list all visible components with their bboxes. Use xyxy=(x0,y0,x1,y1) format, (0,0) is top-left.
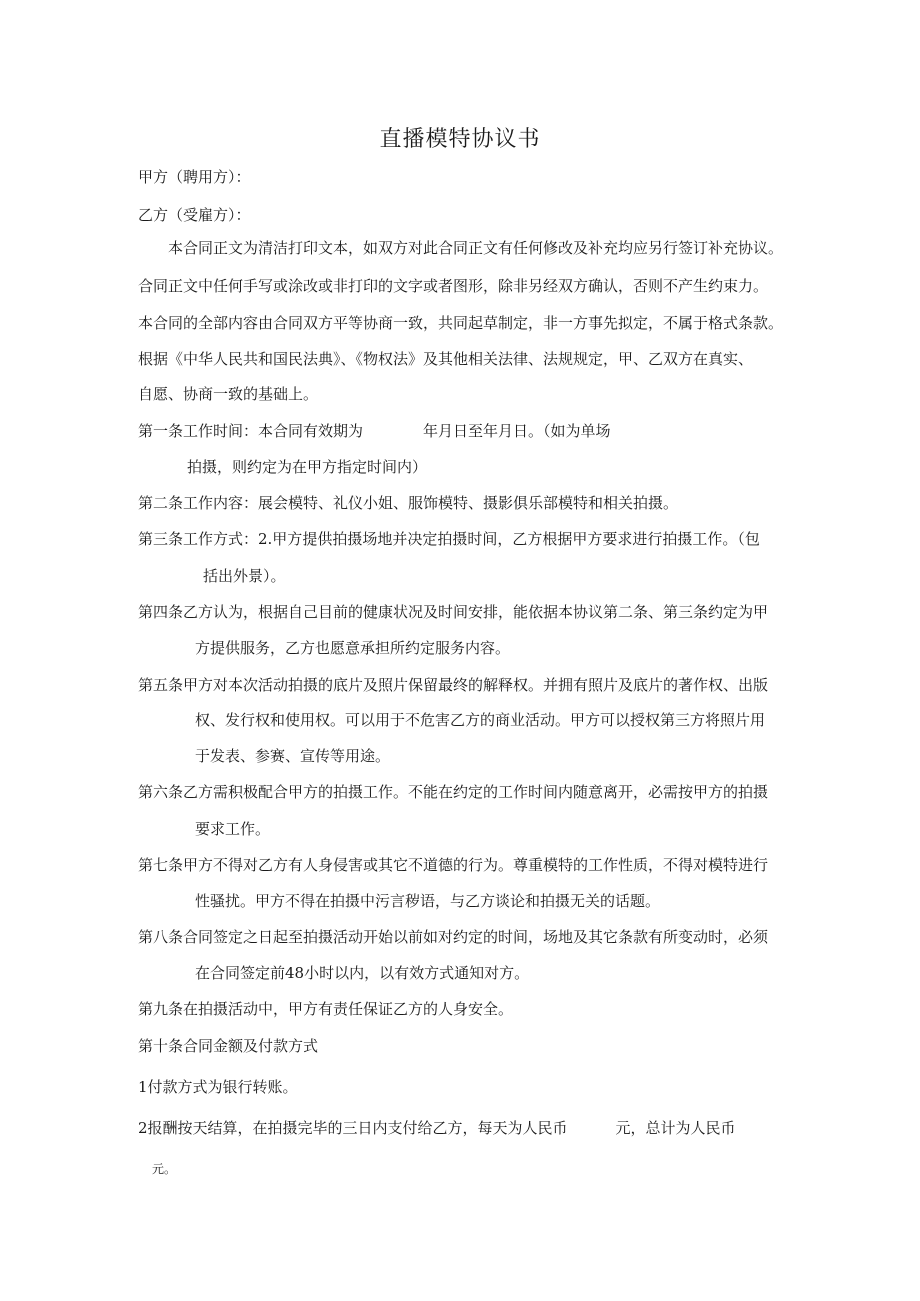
article-1-start: 第一条工作时间：本合同有效期为 xyxy=(138,422,364,440)
party-a-label: 甲方（聘用方）： xyxy=(138,168,251,186)
preamble-line: 根据《中华人民共和国民法典》、《物权法》及其他相关法律、法规规定，甲、乙双方在真实、 xyxy=(138,350,754,368)
party-b-label: 乙方（受雇方）： xyxy=(138,206,251,224)
preamble-line: 合同正文中任何手写或涂改或非打印的文字或者图形，除非另经双方确认，否则不产生约束力。 xyxy=(138,277,769,295)
article-6-continuation: 要求工作。 xyxy=(195,820,271,838)
payment-item-2-start: 2报酬按天结算，在拍摄完毕的三日内支付给乙方，每天为人民币 xyxy=(138,1119,568,1137)
article-5-continuation: 权、发行权和使用权。可以用于不危害乙方的商业活动。甲方可以授权第三方将照片用 xyxy=(195,711,766,729)
article-7-continuation: 性骚扰。甲方不得在拍摄中污言秽语，与乙方谈论和拍摄无关的话题。 xyxy=(195,892,661,910)
article-2: 第二条工作内容：展会模特、礼仪小姐、服饰模特、摄影俱乐部模特和相关拍摄。 xyxy=(138,494,679,512)
article-8-line: 第八条合同签定之日起至拍摄活动开始以前如对约定的时间，场地及其它条款有所变动时，必须 xyxy=(138,928,769,946)
article-8-continuation: 在合同签定前48小时以内，以有效方式通知对方。 xyxy=(195,964,530,982)
article-6-line: 第六条乙方需积极配合甲方的拍摄工作。不能在约定的工作时间内随意离开，必需按甲方的拍摄 xyxy=(138,783,769,801)
article-1-dates: 年月日至年月日。（如为单场 xyxy=(423,422,611,440)
article-4-continuation: 方提供服务，乙方也愿意承担所约定服务内容。 xyxy=(195,639,511,657)
article-10-heading: 第十条合同金额及付款方式 xyxy=(138,1037,319,1055)
payment-item-1: 1付款方式为银行转账。 xyxy=(138,1078,298,1096)
article-5-continuation: 于发表、参赛、宣传等用途。 xyxy=(195,747,391,765)
preamble-line: 本合同正文为清洁打印文本，如双方对此合同正文有任何修改及补充均应另行签订补充协议。 xyxy=(168,239,784,257)
article-3-line: 第三条工作方式：2.甲方提供拍摄场地并决定拍摄时间，乙方根据甲方要求进行拍摄工作。（包 xyxy=(138,530,760,548)
preamble-line: 本合同的全部内容由合同双方平等协商一致，共同起草制定，非一方事先拟定，不属于格式条款。 xyxy=(138,314,784,332)
article-3-continuation: 括出外景）。 xyxy=(203,567,286,585)
article-1-continuation: 拍摄，则约定为在甲方指定时间内） xyxy=(187,458,428,476)
document-title: 直播模特协议书 xyxy=(379,127,541,152)
article-1-line xyxy=(138,421,611,441)
article-9: 第九条在拍摄活动中，甲方有责任保证乙方的人身安全。 xyxy=(138,1000,514,1018)
payment-item-2-end: 元。 xyxy=(152,1162,177,1176)
article-5-line: 第五条甲方对本次活动拍摄的底片及照片保留最终的解释权。并拥有照片及底片的著作权、出版 xyxy=(138,676,769,694)
payment-item-2-total: 元，总计为人民币 xyxy=(615,1119,736,1137)
article-4-line: 第四条乙方认为，根据自己目前的健康状况及时间安排，能依据本协议第二条、第三条约定为甲 xyxy=(138,603,769,621)
payment-item-2 xyxy=(138,1118,736,1138)
preamble-line: 自愿、协商一致的基础上。 xyxy=(138,385,319,403)
article-7-line: 第七条甲方不得对乙方有人身侵害或其它不道德的行为。尊重模特的工作性质，不得对模特进行 xyxy=(138,856,769,874)
